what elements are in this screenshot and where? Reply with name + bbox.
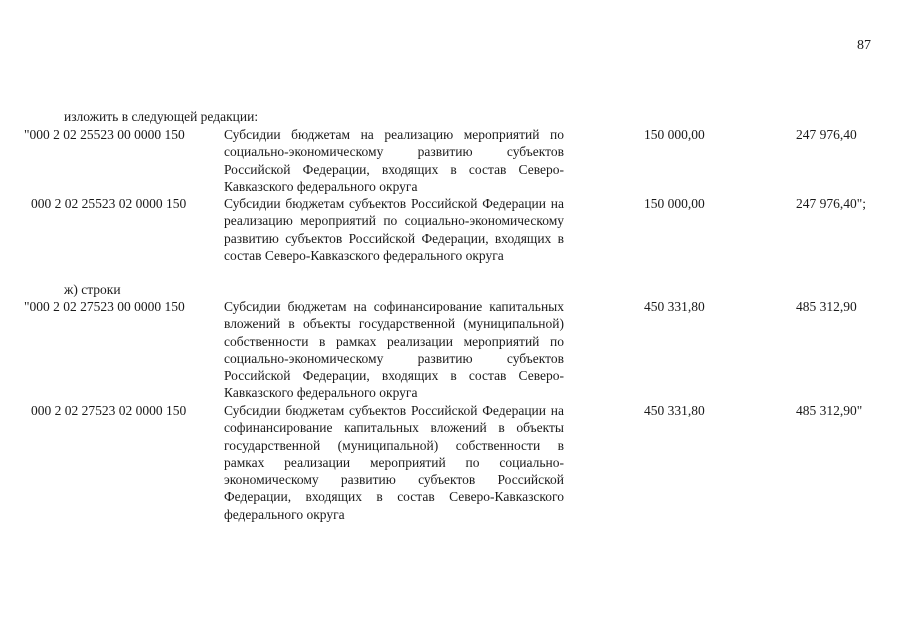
intro-text: изложить в следующей редакции: xyxy=(64,109,259,124)
section-label: ж) строки xyxy=(64,282,121,297)
budget-code: 000 2 02 25523 02 0000 150 xyxy=(31,196,187,211)
budget-code: "000 2 02 27523 00 0000 150 xyxy=(24,299,185,314)
row-description: Субсидии бюджетам субъектов Российской Федерации на софинансирование капитальных вложений в объекты государственной (муниципальной) собственности в рамках реализации мероприятий по социально-экономическому развитию субъектов Российской Федерации, входящих в состав Северо-Кавказского федерального округа xyxy=(224,403,564,522)
amount-first: 450 331,80 xyxy=(644,403,705,418)
amount-second: 247 976,40"; xyxy=(796,196,867,211)
amount-second: 485 312,90" xyxy=(796,403,863,418)
amount-first: 450 331,80 xyxy=(644,299,705,314)
amount-second: 485 312,90 xyxy=(796,299,857,314)
row-description: Субсидии бюджетам субъектов Российской Федерации на реализацию мероприятий по социально-экономическому развитию субъектов Российской Федерации, входящих в состав Северо-Кавказского федерального округа xyxy=(224,196,564,263)
row-description: Субсидии бюджетам на софинансирование капитальных вложений в объекты государственной (муниципальной) собственности в рамках реализации мероприятий по социально-экономическому развитию субъектов Российской Федерации, входящих в состав Северо-Кавказского федерального округа xyxy=(224,299,564,401)
amount-first: 150 000,00 xyxy=(644,127,705,142)
amount-second: 247 976,40 xyxy=(796,127,857,142)
budget-code: 000 2 02 27523 02 0000 150 xyxy=(31,403,187,418)
page-number: 87 xyxy=(857,38,871,53)
budget-code: "000 2 02 25523 00 0000 150 xyxy=(24,127,185,142)
amount-first: 150 000,00 xyxy=(644,196,705,211)
row-description: Субсидии бюджетам на реализацию мероприятий по социально-экономическому развитию субъектов Российской Федерации, входящих в состав Северо-Кавказского федерального округа xyxy=(224,127,564,194)
